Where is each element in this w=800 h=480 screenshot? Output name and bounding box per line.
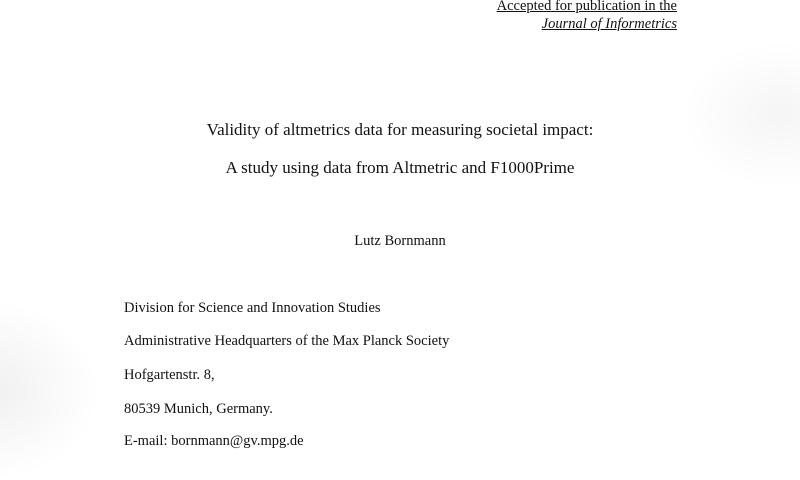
affiliation-division: Division for Science and Innovation Studies xyxy=(124,300,381,316)
paper-title: Validity of altmetrics data for measuring societal impact: xyxy=(206,120,594,139)
publication-note-line: Accepted for publication in the xyxy=(496,0,677,14)
author-name: Lutz Bornmann xyxy=(354,233,446,249)
paper-subtitle: A study using data from Altmetric and F1000Prime xyxy=(225,158,575,177)
affiliation-organization: Administrative Headquarters of the Max Planck Society xyxy=(124,333,450,349)
page-shadow-left xyxy=(0,300,100,480)
publication-note xyxy=(497,0,677,33)
affiliation-street: Hofgartenstr. 8, xyxy=(124,367,215,383)
author-email: E-mail: bornmann@gv.mpg.de xyxy=(124,433,304,449)
journal-name: Journal of Informetrics xyxy=(541,16,677,32)
affiliation-city: 80539 Munich, Germany. xyxy=(124,401,273,417)
